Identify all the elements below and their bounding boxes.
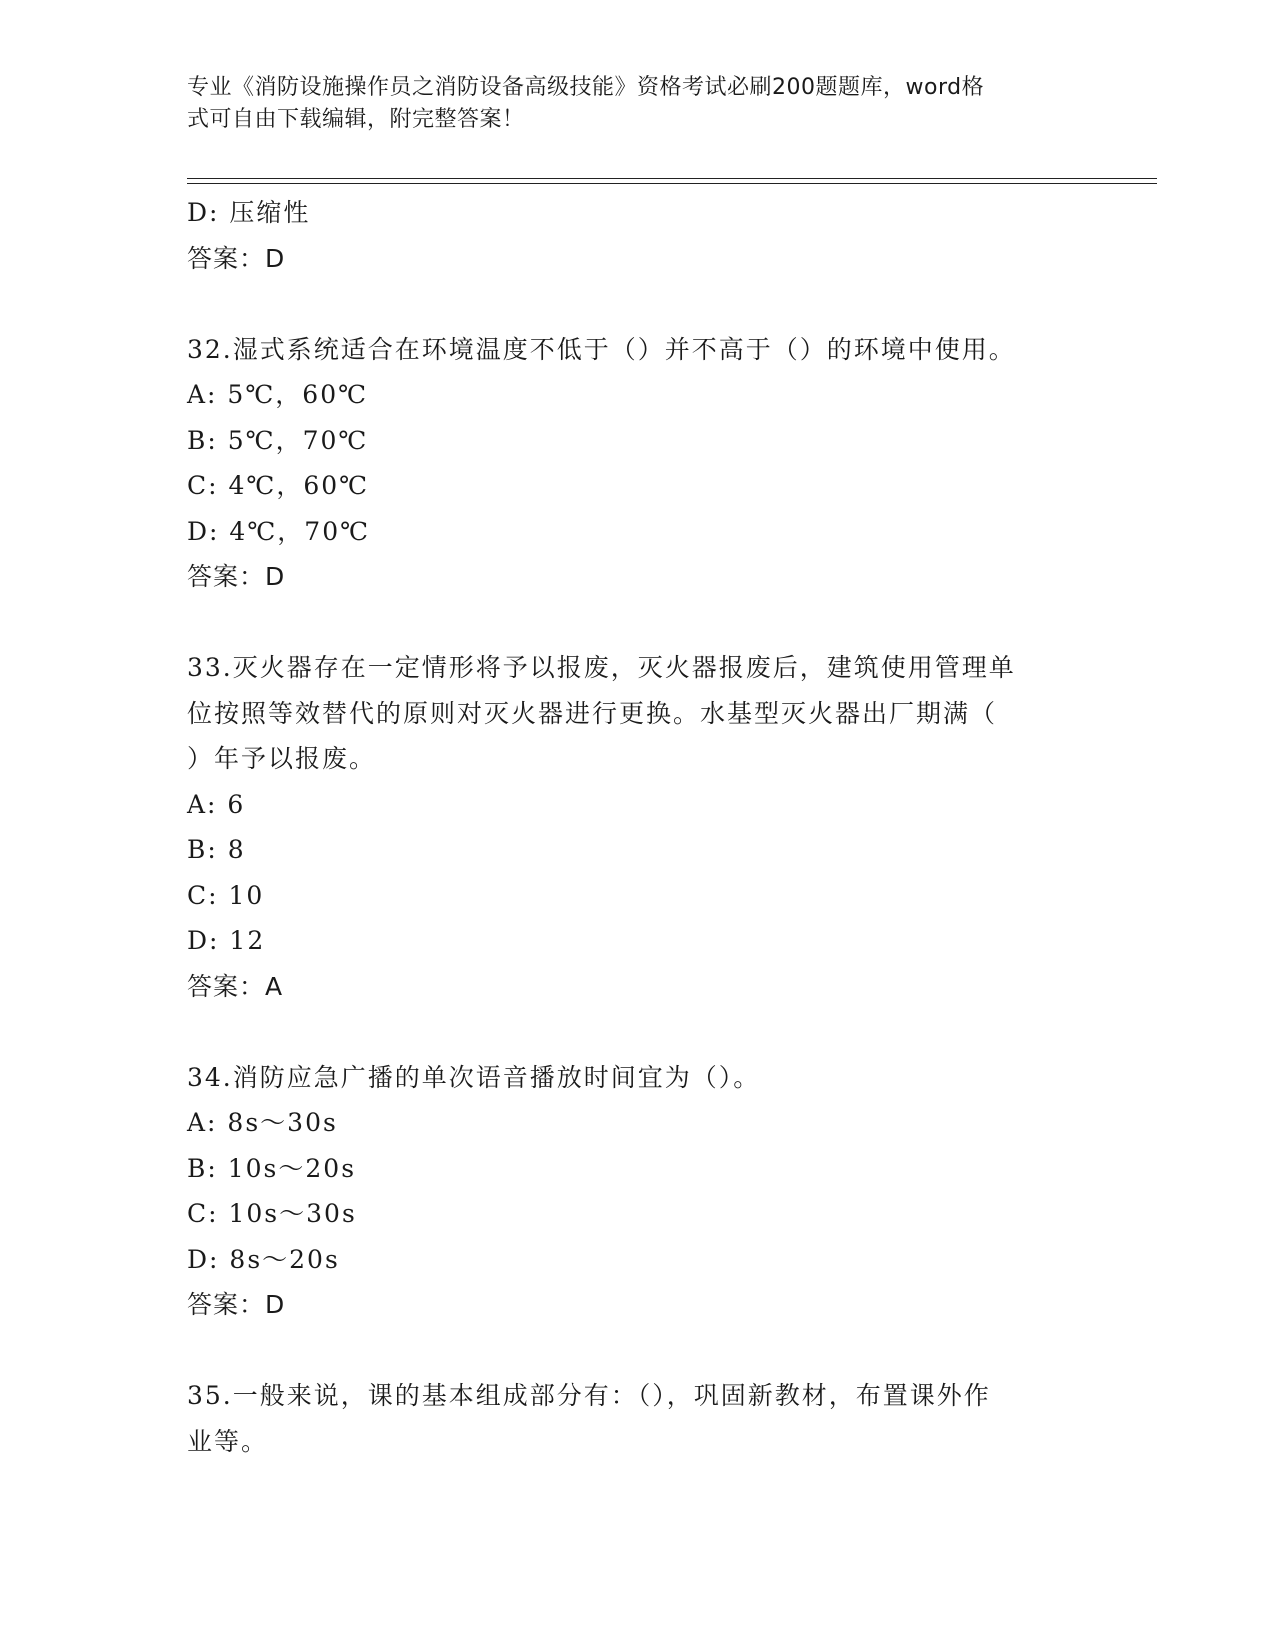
option-d: D: 压缩性 bbox=[187, 198, 311, 227]
option-c: C: 4℃，60℃ bbox=[187, 471, 370, 500]
spacer bbox=[187, 600, 1087, 646]
spacer bbox=[187, 1328, 1087, 1374]
option-a: A: 6 bbox=[187, 789, 246, 819]
document-header bbox=[187, 72, 1087, 136]
question-list bbox=[187, 190, 1087, 1464]
header-divider bbox=[187, 178, 1157, 179]
option-d: D: 12 bbox=[187, 926, 266, 955]
question-stem: 34.消防应急广播的单次语音播放时间宜为（）。 bbox=[187, 1062, 761, 1092]
question-35 bbox=[187, 1373, 1087, 1464]
question-stem: 35.一般来说，课的基本组成部分有：（），巩固新教材，布置课外作 bbox=[187, 1381, 991, 1410]
question-33 bbox=[187, 645, 1087, 1009]
question-34 bbox=[187, 1055, 1087, 1328]
answer-line: 答案：A bbox=[187, 971, 284, 1001]
spacer bbox=[187, 281, 1087, 327]
question-stem: ）年予以报废。 bbox=[187, 744, 377, 773]
answer-line: 答案：D bbox=[187, 1290, 286, 1319]
question-32 bbox=[187, 327, 1087, 600]
option-b: B: 10s～20s bbox=[187, 1153, 357, 1183]
option-a: A: 8s～30s bbox=[187, 1108, 338, 1137]
option-b: B: 8 bbox=[187, 835, 246, 864]
option-c: C: 10 bbox=[187, 880, 265, 910]
question-stem: 位按照等效替代的原则对灭火器进行更换。水基型灭火器出厂期满（ bbox=[187, 698, 998, 728]
header-line: 式可自由下载编辑，附完整答案！ bbox=[187, 107, 525, 132]
answer-line: 答案：D bbox=[187, 243, 286, 273]
question-stem: 33.灭火器存在一定情形将予以报废，灭火器报废后，建筑使用管理单 bbox=[187, 653, 1016, 682]
spacer bbox=[187, 1009, 1087, 1055]
option-a: A: 5℃，60℃ bbox=[187, 380, 369, 409]
option-d: D: 8s～20s bbox=[187, 1244, 340, 1274]
header-divider bbox=[187, 183, 1157, 184]
header-line: 专业《消防设施操作员之消防设备高级技能》资格考试必刷200题题库，word格 bbox=[187, 75, 985, 100]
option-c: C: 10s～30s bbox=[187, 1199, 357, 1228]
question-stem: 32.湿式系统适合在环境温度不低于（）并不高于（）的环境中使用。 bbox=[187, 334, 1016, 364]
answer-line: 答案：D bbox=[187, 562, 286, 591]
option-d: D: 4℃，70℃ bbox=[187, 516, 371, 546]
option-b: B: 5℃，70℃ bbox=[187, 425, 369, 455]
question-stem: 业等。 bbox=[187, 1426, 269, 1456]
